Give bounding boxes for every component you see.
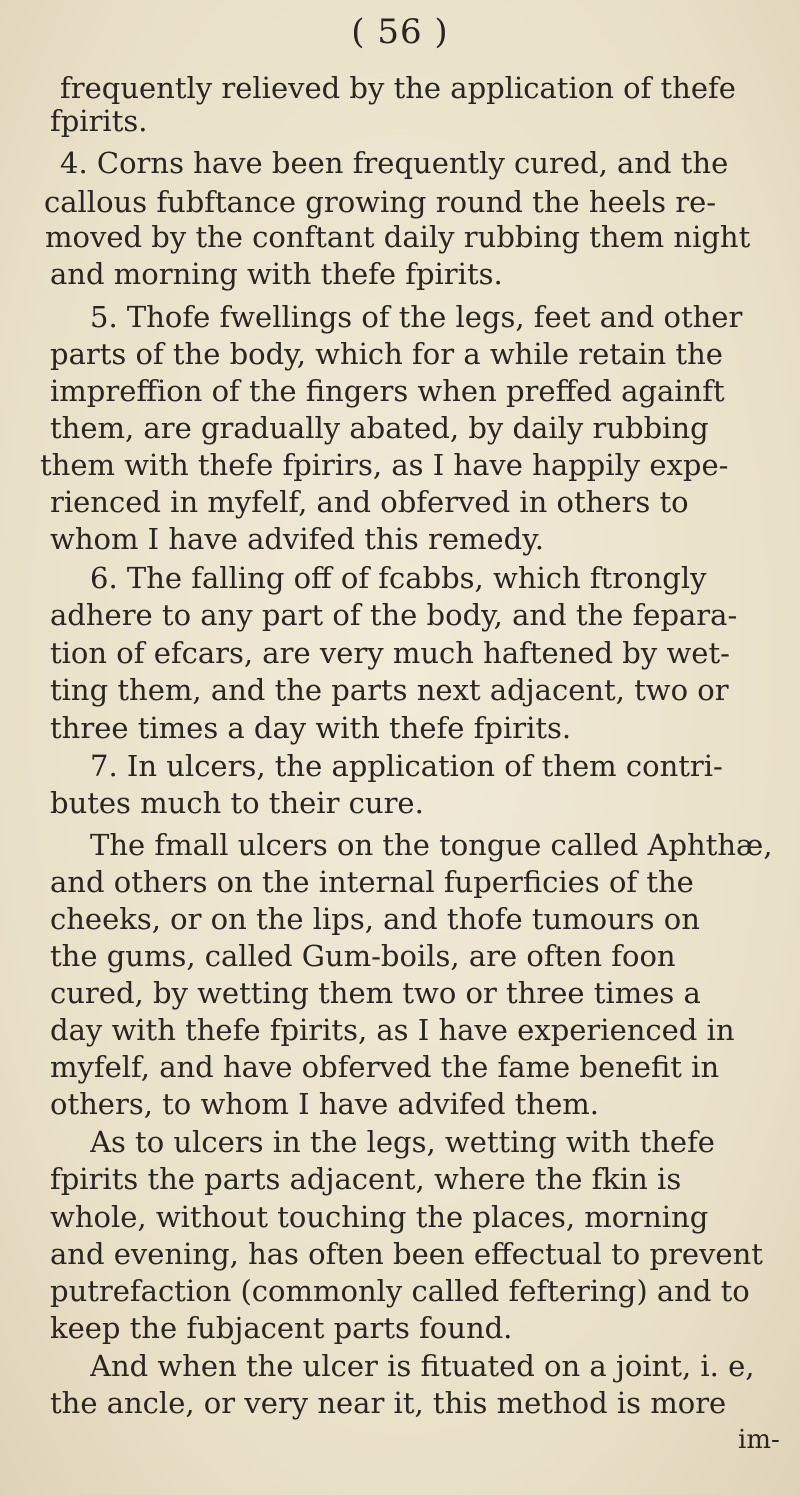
catchword: im-: [738, 1425, 780, 1455]
text-line: whole, without touching the places, morning: [50, 1200, 709, 1234]
text-line: ting them, and the parts next adjacent, two or: [50, 673, 729, 707]
text-line: The fmall ulcers on the tongue called Aphthæ,: [90, 828, 773, 862]
text-line: tion of efcars, are very much haftened by wet-: [50, 636, 730, 670]
text-line: others, to whom I have advifed them.: [50, 1087, 599, 1121]
text-line: them with thefe fpirirs, as I have happily expe-: [40, 448, 729, 482]
text-line: keep the fubjacent parts found.: [50, 1311, 513, 1345]
text-line: rienced in myfelf, and obferved in others to: [50, 485, 689, 519]
text-line: whom I have advifed this remedy.: [50, 522, 544, 556]
text-line: 5. Thofe fwellings of the legs, feet and other: [90, 300, 743, 334]
text-line: putrefaction (commonly called feftering) and to: [50, 1274, 750, 1308]
text-line: adhere to any part of the body, and the fepara-: [50, 598, 738, 632]
text-line: 7. In ulcers, the application of them contri-: [90, 749, 723, 783]
text-line: day with thefe fpirits, as I have experienced in: [50, 1013, 735, 1047]
text-line: them, are gradually abated, by daily rubbing: [50, 411, 709, 445]
text-line: frequently relieved by the application of thefe: [60, 71, 736, 105]
text-line: moved by the conftant daily rubbing them night: [45, 220, 751, 254]
text-line: 4. Corns have been frequently cured, and the: [60, 146, 729, 180]
text-line: cured, by wetting them two or three times a: [50, 976, 701, 1010]
text-line: butes much to their cure.: [50, 786, 424, 820]
text-line: And when the ulcer is fituated on a joint, i. e,: [90, 1349, 755, 1383]
text-line: myfelf, and have obferved the fame benefit in: [50, 1050, 720, 1084]
text-line: and others on the internal fuperficies of the: [50, 865, 694, 899]
text-line: three times a day with thefe fpirits.: [50, 711, 572, 745]
text-line: As to ulcers in the legs, wetting with thefe: [90, 1125, 715, 1159]
text-line: the ancle, or very near it, this method is more: [50, 1386, 727, 1420]
text-line: callous fubftance growing round the heels re-: [44, 185, 717, 219]
page-number: ( 56 ): [351, 12, 449, 52]
text-line: fpirits.: [50, 104, 148, 138]
text-line: fpirits the parts adjacent, where the fkin is: [50, 1162, 682, 1196]
text-line: the gums, called Gum-boils, are often foon: [50, 939, 676, 973]
text-line: and evening, has often been effectual to prevent: [50, 1237, 763, 1271]
text-line: impreffion of the fingers when preffed againft: [50, 374, 725, 408]
text-line: 6. The falling off of fcabbs, which ftrongly: [90, 561, 707, 595]
text-line: parts of the body, which for a while retain the: [50, 337, 723, 371]
text-line: cheeks, or on the lips, and thofe tumours on: [50, 902, 700, 936]
text-line: and morning with thefe fpirits.: [50, 257, 503, 291]
